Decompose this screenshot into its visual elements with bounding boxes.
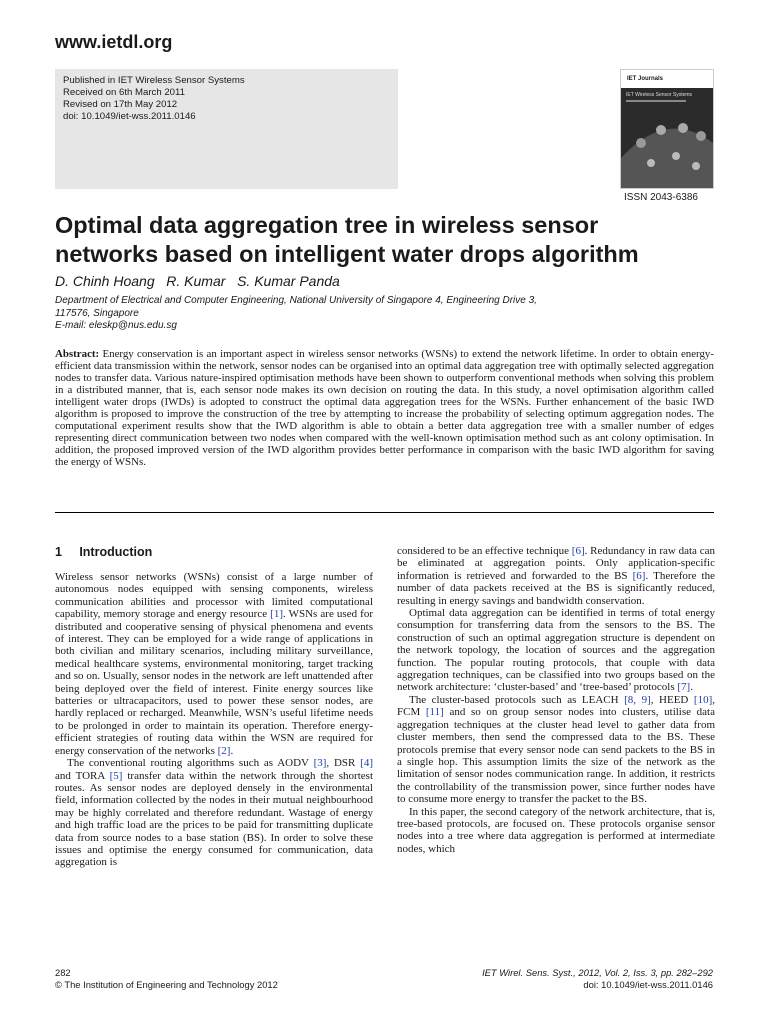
publication-info-box [55,69,398,189]
footer-doi: doi: 10.1049/iet-wss.2011.0146 [583,979,713,990]
section-heading [55,545,152,559]
paragraph: The conventional routing algorithms such as AODV [3], DSR [4] and TORA [5] transfer data within the network through the shortest routes. As sensor nodes are deployed densely in the environmental field, information collected by the nodes in their mutual neighbourhood may be highly correlated and therefore redundant. Wastage of energy and high traffic load are the prices to be paid for transmitting duplicate data from source nodes to a base station (BS). In order to solve these issues and optimise the energy consumed for communication, data aggregation is [55,757,374,869]
right-column [397,545,715,855]
received-date: Received on 6th March 2011 [63,87,185,98]
citation-link[interactable]: [1] [270,608,283,621]
abstract [55,348,714,468]
paragraph: Optimal data aggregation can be identified in terms of total energy consumption for transferring data from the sensors to the BS. The construction of such an optimal aggregation structure is dependent on the network topology, the location of sources and the aggregation function. The popular routing protocols, that couple with data aggregation techniques, can be classified into two groups based on the network architecture: ‘cluster-based’ and ‘tree-based’ protocols [7]. [397,607,715,694]
citation-link[interactable]: [10] [693,693,713,706]
citation-link[interactable]: [3] [313,757,327,770]
footer-left [55,967,278,991]
abstract-divider [55,512,714,513]
paragraph: considered to be an effective technique [6]. Redundancy in raw data can be eliminated at aggregation points. Only application-specific information is retrieved and forwarded to the BS [6]. Therefore the number of data packets received at the BS is significantly reduced, resulting in energy savings and bandwidth conservation. [397,545,715,607]
abstract-label: Abstract: [55,348,100,360]
journal-logo: IET Journals [627,76,664,82]
journal-website[interactable]: www.ietdl.org [55,32,173,52]
journal-cover-image [620,69,714,189]
left-column [55,571,373,869]
journal-citation: IET Wirel. Sens. Syst., 2012, Vol. 2, Iss. 3, pp. 282–292 [482,967,713,978]
paragraph: Wireless sensor networks (WSNs) consist of a large number of autonomous nodes equipped with sensing components, wireless communication abilities and processor with limited computational capability, memory storage and energy resource [1]. WSNs are used for distributed and cooperative sensing of physical phenomena and events of interest. They can be employed for a wide range of applications in both civilian and military scenarios, including military surveillance, medical healthcare systems, environmental monitoring, target tracking and so on. Usually, sensor nodes in the network are left unattended after being deployed over the field of interest. Finite energy sources like batteries or ultracapacitors, used to power these sensor nodes, are hardly replaced or recharged. Meanwhile, WSN’s useful lifetime needs to be prolonged in order to maintain its operation. Therefore energy-efficient strategies of routing data within the WSN are required for energy conservation of the networks [2]. [55,571,373,757]
citation-link[interactable]: [6] [571,545,585,557]
footer-right [482,967,713,991]
copyright: © The Institution of Engineering and Technology 2012 [55,979,278,990]
issn: ISSN 2043-6386 [624,192,698,203]
citation-link[interactable]: [8, 9] [624,693,651,706]
article-title [55,211,715,269]
citation-link[interactable]: [5] [109,769,123,782]
doi: doi: 10.1049/iet-wss.2011.0146 [63,111,196,122]
affiliation-line-2: 117576, Singapore [55,307,139,319]
cover-band [621,88,713,188]
abstract-text: Energy conservation is an important aspect in wireless sensor networks (WSNs) to extend the network lifetime. In order to obtain energy-efficient data transmission within the network, sensor nodes can be organised into an optimal data aggregation tree with optimally selected aggregation nodes to transfer data. Various nature-inspired optimisation methods have been shown to outperform conventional methods when solving this problem in a distributed manner, that is, each sensor node makes its own decision on routing the data. In this study, a novel optimisation algorithm called intelligent water drops (IWDs) is adopted to construct the optimal data aggregation trees for the WSNs. Further enhancement of the basic IWD algorithm is proposed to improve the construction of the tree by attempting to increase the probability of selecting optimum aggregation nodes. The computational experiment results show that the IWD algorithm is able to obtain a better data aggregation tree with a smaller number of edges representing direct communication between two nodes when compared with the well-known optimisation method such as ant colony optimisation. In addition, the proposed improved version of the IWD algorithm provides better performance in comparison with the basic IWD algorithm for saving the energy of WSNs. [55,348,714,468]
section-title: Introduction [79,545,153,559]
affiliation [55,295,715,333]
paragraph: The cluster-based protocols such as LEACH [8, 9], HEED [10], FCM [11] and so on group sensor nodes into clusters, utilise data aggregation techniques at the cluster head level to gather data from cluster members, then send the compressed data to the BS. These protocols premise that every sensor node can send packets to the BS in a single hop. This assumption limits the size of the network as the limitation of sensor nodes communication range. In addition, it restricts the controllability of the transmission power, since further nodes have to consume more energy to transfer the packet to the BS. [397,693,715,806]
cover-artwork [621,88,713,188]
section-number: 1 [55,545,62,559]
authors: D. Chinh Hoang R. Kumar S. Kumar Panda [55,273,340,289]
cover-journal-title: IET Wireless Sensor Systems [626,92,693,98]
citation-link[interactable]: [2] [217,744,231,757]
citation-link[interactable]: [11] [425,706,444,719]
paragraph: In this paper, the second category of the network architecture, that is, tree-based protocols, are focused on. These protocols organise sensor nodes into a tree where data aggregation is performed at intermediate nodes, which [397,805,715,855]
citation-link[interactable]: [4] [360,757,373,770]
published-in: Published in IET Wireless Sensor Systems [63,75,245,86]
citation-link[interactable]: [7] [677,681,691,694]
email[interactable]: E-mail: eleskp@nus.edu.sg [55,320,177,331]
title-line-2: networks based on intelligent water drops algorithm [55,241,639,267]
citation-link[interactable]: [6] [632,569,646,582]
revised-date: Revised on 17th May 2012 [63,99,178,110]
affiliation-line-1: Department of Electrical and Computer Engineering, National University of Singapore 4, Engineering Drive 3, [55,295,537,306]
page-number: 282 [55,967,71,978]
title-line-1: Optimal data aggregation tree in wireless sensor [55,212,599,238]
